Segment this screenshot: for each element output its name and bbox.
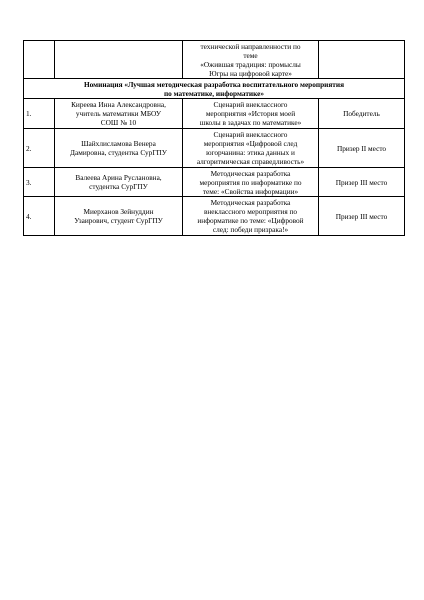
participant-line: СОШ № 10 <box>100 118 137 127</box>
work-title-line: школы в задачах по математике» <box>199 118 302 127</box>
work-title-line: мероприятия «История моей <box>205 109 296 118</box>
work-title-line: Сценарий внеклассного <box>213 130 288 139</box>
table-row <box>24 99 405 129</box>
cell-place: Призер III место <box>319 168 405 197</box>
cell-work-title <box>183 197 319 236</box>
work-title-line: Югры на цифровой карте» <box>209 68 292 78</box>
cell-work-title <box>183 41 319 79</box>
cell-participant <box>55 41 183 79</box>
work-title-line: технической направленности по <box>200 41 301 51</box>
participant-line: студентка СурГПУ <box>89 182 148 191</box>
work-title-line: информатике по теме: «Цифровой <box>197 216 304 225</box>
participant-line: учитель математики МБОУ <box>75 109 162 118</box>
cell-number: 1. <box>24 99 55 129</box>
work-title-line: теме <box>243 50 258 60</box>
nomination-heading <box>24 79 405 99</box>
work-title-line: мероприятия «Цифровой след <box>203 139 298 148</box>
cell-participant <box>55 99 183 129</box>
table-row <box>24 197 405 236</box>
work-title-line: внеклассного мероприятия по <box>203 207 298 216</box>
cell-place: Призер II место <box>319 129 405 168</box>
nomination-line: по математике, информатике» <box>163 88 265 98</box>
table-row-continuation <box>24 41 405 79</box>
work-title-line: алгоритмическая справедливость» <box>196 157 305 166</box>
work-title-line: теме: «Свойства информации» <box>202 186 299 196</box>
cell-number <box>24 41 55 79</box>
work-title-line: след: победи призрака!» <box>212 225 289 234</box>
cell-participant <box>55 197 183 236</box>
participant-line: Киреева Инна Александровна, <box>71 100 166 109</box>
table-row <box>24 129 405 168</box>
work-title-line: «Ожившая традиция: промыслы <box>200 59 301 69</box>
work-title-line: Методическая разработка <box>210 168 291 178</box>
work-title-line: мероприятия по информатике по <box>199 177 302 187</box>
cell-number: 2. <box>24 129 55 168</box>
cell-work-title <box>183 168 319 197</box>
table-row <box>24 168 405 197</box>
nomination-row <box>24 79 405 99</box>
work-title-line: Методическая разработка <box>210 198 291 207</box>
results-table <box>23 40 405 236</box>
cell-place: Победитель <box>319 99 405 129</box>
cell-place <box>319 41 405 79</box>
nomination-line: Номинация «Лучшая методическая разработка воспитательного мероприятия <box>83 79 345 89</box>
cell-participant <box>55 129 183 168</box>
cell-number: 3. <box>24 168 55 197</box>
work-title-line: югорчанина: этика данных и <box>206 148 295 157</box>
cell-number: 4. <box>24 197 55 236</box>
work-title-line: Сценарий внеклассного <box>213 100 288 109</box>
cell-work-title <box>183 99 319 129</box>
participant-line: Валеева Арина Руслановна, <box>75 173 162 182</box>
participant-line: Миерханов Зейнуддин <box>83 207 154 216</box>
cell-place: Призер III место <box>319 197 405 236</box>
participant-line: Узаирович, студент СурГПУ <box>74 216 163 225</box>
cell-participant <box>55 168 183 197</box>
participant-line: Дамировна, студентка СурГПУ <box>70 148 167 157</box>
cell-work-title <box>183 129 319 168</box>
participant-line: Шайхлисламова Венера <box>81 139 156 148</box>
